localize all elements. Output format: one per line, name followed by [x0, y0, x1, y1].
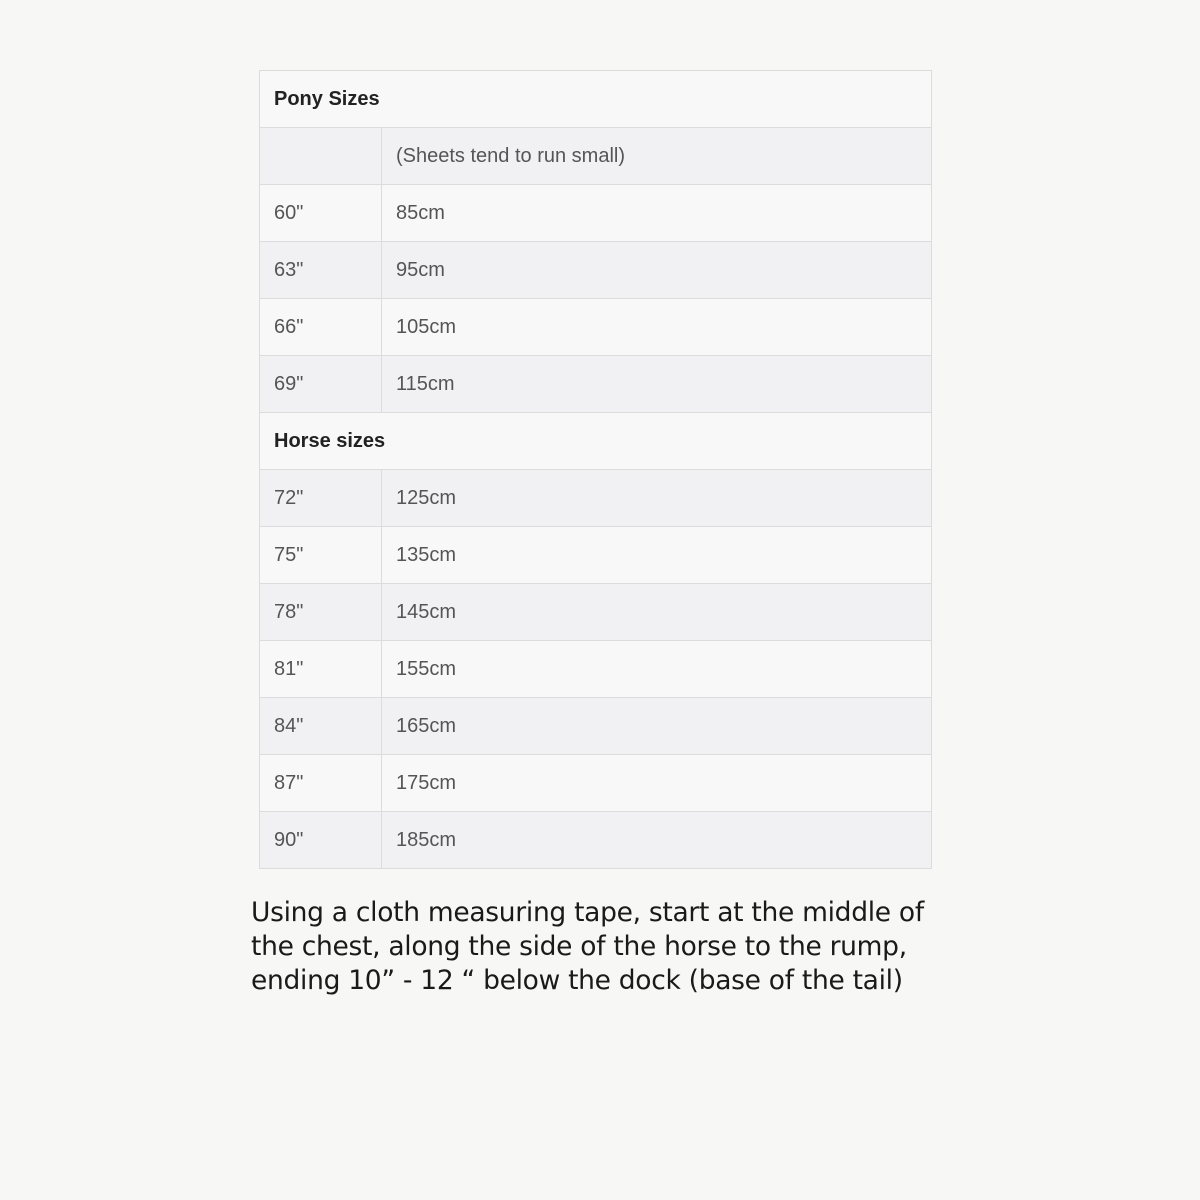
size-cell: 75" — [260, 527, 382, 584]
size-cell: 66" — [260, 299, 382, 356]
horse-sizes-heading: Horse sizes — [260, 413, 932, 470]
table-row — [260, 299, 932, 356]
size-cell: 60" — [260, 185, 382, 242]
size-cell: 87" — [260, 755, 382, 812]
table-row — [260, 527, 932, 584]
table-row — [260, 470, 932, 527]
table-row — [260, 641, 932, 698]
empty-cell — [260, 128, 382, 185]
length-cell: 165cm — [382, 698, 932, 755]
table-row — [260, 242, 932, 299]
length-cell: 145cm — [382, 584, 932, 641]
pony-note: (Sheets tend to run small) — [382, 128, 932, 185]
size-chart-table — [259, 70, 932, 869]
length-cell: 85cm — [382, 185, 932, 242]
length-cell: 125cm — [382, 470, 932, 527]
length-cell: 115cm — [382, 356, 932, 413]
size-cell: 63" — [260, 242, 382, 299]
size-cell: 78" — [260, 584, 382, 641]
length-cell: 135cm — [382, 527, 932, 584]
table-row — [260, 356, 932, 413]
table-row — [260, 755, 932, 812]
size-cell: 90" — [260, 812, 382, 869]
size-cell: 81" — [260, 641, 382, 698]
table-row — [260, 698, 932, 755]
measuring-instructions: Using a cloth measuring tape, start at the middle of the chest, along the side of the horse to the rump, ending 10” - 12 “ below the dock (base of the tail) — [251, 897, 924, 996]
length-cell: 185cm — [382, 812, 932, 869]
pony-note-row — [260, 128, 932, 185]
length-cell: 105cm — [382, 299, 932, 356]
table-row — [260, 185, 932, 242]
pony-sizes-heading: Pony Sizes — [260, 71, 932, 128]
size-cell: 69" — [260, 356, 382, 413]
pony-heading-row — [260, 71, 932, 128]
length-cell: 155cm — [382, 641, 932, 698]
horse-heading-row — [260, 413, 932, 470]
table-row — [260, 584, 932, 641]
size-cell: 72" — [260, 470, 382, 527]
table-row — [260, 812, 932, 869]
length-cell: 175cm — [382, 755, 932, 812]
length-cell: 95cm — [382, 242, 932, 299]
size-cell: 84" — [260, 698, 382, 755]
